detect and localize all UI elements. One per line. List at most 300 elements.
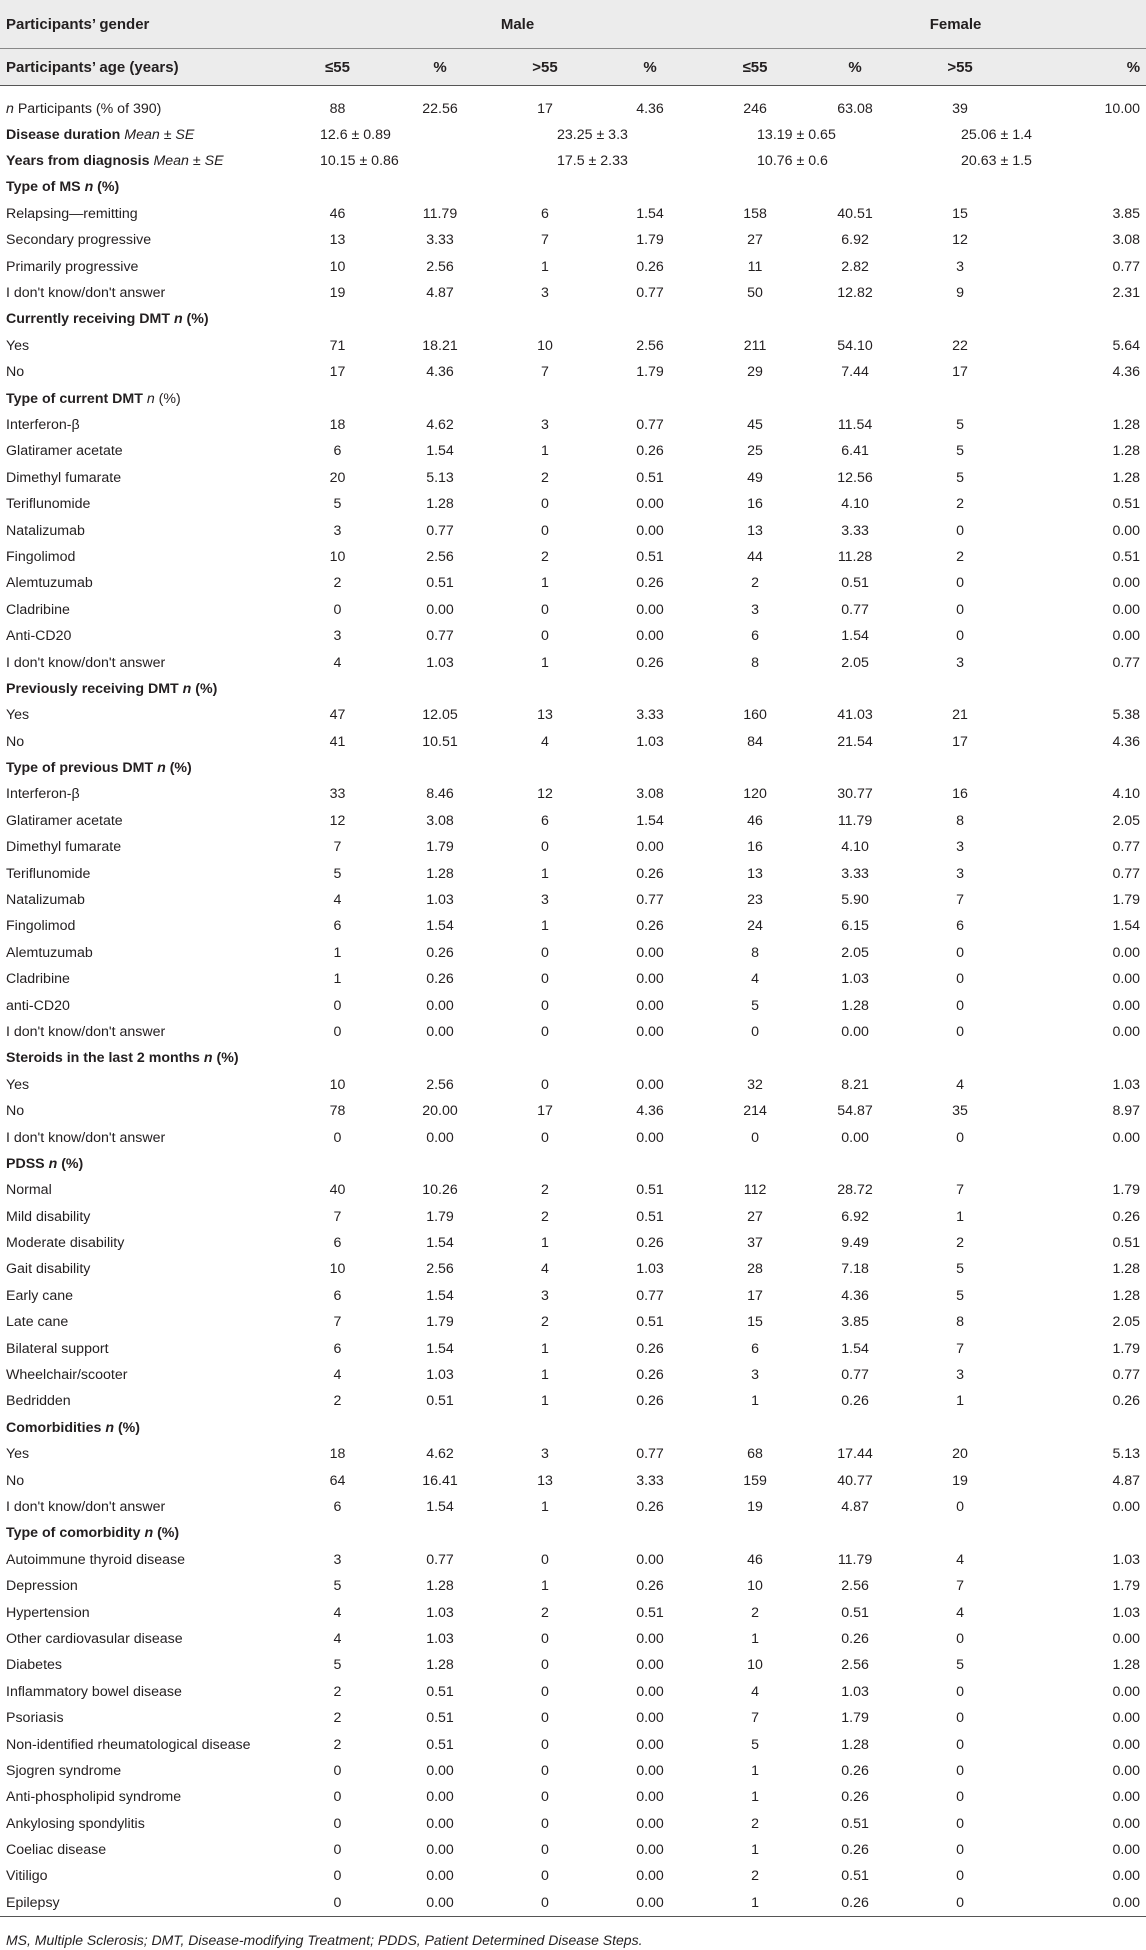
cell: 0 bbox=[956, 601, 964, 618]
cell: 2 bbox=[541, 1182, 549, 1199]
cell: 2.82 bbox=[841, 258, 869, 275]
cell: 44 bbox=[747, 548, 763, 565]
cell: 1 bbox=[541, 258, 549, 275]
section-label bbox=[0, 1415, 290, 1441]
cell: 1.54 bbox=[636, 812, 664, 829]
empty-cell bbox=[705, 1520, 805, 1546]
table-row bbox=[0, 570, 1146, 596]
empty-cell bbox=[905, 1415, 1015, 1441]
cell: 46 bbox=[747, 1551, 763, 1568]
cell: 11.79 bbox=[837, 1551, 873, 1568]
cell: 3 bbox=[956, 258, 964, 275]
cell: 22.56 bbox=[422, 100, 458, 117]
table-row bbox=[0, 280, 1146, 306]
cell: 5 bbox=[751, 997, 759, 1014]
empty-cell bbox=[905, 755, 1015, 781]
cell: 246 bbox=[743, 100, 767, 117]
cell: 40.51 bbox=[837, 205, 873, 222]
cell: 10 bbox=[329, 1261, 346, 1278]
cell: 0.00 bbox=[636, 628, 664, 645]
section-label-text: Currently receiving DMT bbox=[6, 311, 174, 328]
row-label: Anti-phospholipid syndrome bbox=[6, 1789, 182, 1806]
row-label: Moderate disability bbox=[6, 1235, 125, 1252]
cell: 4 bbox=[333, 1367, 342, 1384]
cell: 6.92 bbox=[841, 232, 869, 249]
section-label-italic: n bbox=[84, 179, 94, 196]
cell: 0.00 bbox=[636, 1762, 664, 1779]
cell: 1.03 bbox=[426, 654, 454, 671]
table-row bbox=[0, 1599, 1146, 1625]
table-row bbox=[0, 1362, 1146, 1388]
cell: 4 bbox=[333, 892, 342, 909]
cell: 1.79 bbox=[426, 1314, 454, 1331]
cell: 10.15 ± 0.86 bbox=[320, 153, 399, 170]
cell: 17 bbox=[747, 1287, 763, 1304]
row-label: Non-identified rheumatological disease bbox=[6, 1736, 251, 1753]
cell: 1 bbox=[751, 1630, 759, 1647]
table-row-disease-duration bbox=[0, 122, 1146, 148]
empty-cell bbox=[1015, 676, 1146, 702]
cell: 2 bbox=[956, 496, 964, 513]
cell: 68 bbox=[747, 1446, 763, 1463]
cell: 18.21 bbox=[422, 337, 458, 354]
cell: 0.26 bbox=[426, 944, 454, 961]
table-row bbox=[0, 1098, 1146, 1124]
cell: 0.00 bbox=[426, 601, 454, 618]
cell: 4.10 bbox=[1112, 786, 1141, 803]
cell: 2 bbox=[956, 1235, 964, 1252]
table-row bbox=[0, 1705, 1146, 1731]
cell: 0 bbox=[333, 1129, 342, 1146]
cell: 0.00 bbox=[1015, 1890, 1146, 1916]
table-row bbox=[0, 1837, 1146, 1863]
cell: 6 bbox=[751, 1340, 759, 1357]
cell: 0.00 bbox=[636, 1657, 664, 1674]
cell: 0.00 bbox=[636, 1815, 664, 1832]
cell: 0 bbox=[956, 1630, 964, 1647]
cell: 2 bbox=[541, 1208, 549, 1225]
section-header-row bbox=[0, 676, 1146, 702]
cell: 84 bbox=[747, 733, 763, 750]
cell: 5 bbox=[956, 443, 964, 460]
cell: 46 bbox=[329, 205, 346, 222]
cell: 4.36 bbox=[426, 364, 454, 381]
cell: 0.00 bbox=[636, 1076, 664, 1093]
row-label bbox=[0, 148, 290, 174]
cell: 78 bbox=[329, 1103, 346, 1120]
cell: 33 bbox=[329, 786, 346, 803]
cell: 0 bbox=[290, 1890, 385, 1916]
cell: 0 bbox=[956, 1499, 964, 1515]
cell: 0.26 bbox=[841, 1842, 869, 1859]
table-row bbox=[0, 253, 1146, 279]
cell: 0 bbox=[541, 997, 549, 1014]
cell: 0.26 bbox=[841, 1789, 869, 1806]
cell: 8.97 bbox=[1112, 1103, 1141, 1120]
cell: 3.08 bbox=[426, 812, 454, 829]
cell: 4 bbox=[333, 1604, 342, 1621]
empty-cell bbox=[290, 174, 385, 200]
table-row bbox=[0, 597, 1146, 623]
empty-cell bbox=[595, 385, 705, 411]
cell: 7 bbox=[956, 1578, 964, 1595]
cell: 12.6 ± 0.89 bbox=[320, 126, 391, 143]
row-label: I don't know/don't answer bbox=[6, 654, 166, 671]
cell: 35 bbox=[952, 1103, 968, 1120]
cell: 29 bbox=[747, 364, 763, 381]
section-label bbox=[0, 755, 290, 781]
cell: 17.5 ± 2.33 bbox=[557, 153, 628, 170]
age-col-header: >55 bbox=[905, 49, 1015, 86]
cell: 19 bbox=[952, 1472, 968, 1489]
cell: 0.51 bbox=[1112, 496, 1141, 513]
cell: 5 bbox=[333, 1578, 342, 1595]
section-label-suffix: (%) bbox=[191, 680, 218, 697]
cell: 0.00 bbox=[636, 1551, 664, 1568]
section-label bbox=[0, 174, 290, 200]
table-row bbox=[0, 333, 1146, 359]
cell: 0 bbox=[333, 1815, 342, 1832]
empty-cell bbox=[595, 306, 705, 332]
row-label: Autoimmune thyroid disease bbox=[6, 1551, 186, 1568]
row-label: Ankylosing spondylitis bbox=[6, 1815, 145, 1832]
cell: 1.54 bbox=[1112, 918, 1141, 935]
cell: 2.05 bbox=[1112, 1314, 1141, 1331]
section-label-text: PDSS bbox=[6, 1155, 49, 1172]
cell: 2.56 bbox=[426, 1261, 454, 1278]
cell: 2.05 bbox=[841, 654, 869, 671]
cell: 11.28 bbox=[837, 548, 873, 565]
cell: 10 bbox=[329, 548, 346, 565]
label-bold: Years from diagnosis bbox=[6, 153, 150, 170]
cell: 1.03 bbox=[1112, 1076, 1141, 1093]
row-label: Alemtuzumab bbox=[6, 575, 93, 592]
cell: 17.44 bbox=[837, 1446, 873, 1463]
cell: 40.77 bbox=[837, 1472, 873, 1489]
cell: 0 bbox=[956, 1710, 964, 1727]
cell: 0.00 bbox=[636, 601, 664, 618]
table-row bbox=[0, 1863, 1146, 1889]
cell: 5 bbox=[956, 1261, 964, 1278]
cell: 0 bbox=[541, 628, 549, 645]
table-row bbox=[0, 887, 1146, 913]
row-label: Yes bbox=[6, 337, 30, 354]
cell: 6 bbox=[333, 1235, 342, 1252]
table-row bbox=[0, 1494, 1146, 1520]
cell: 3.08 bbox=[1112, 232, 1141, 249]
cell: 0.00 bbox=[636, 839, 664, 856]
cell: 1 bbox=[705, 1890, 805, 1916]
table-row bbox=[0, 1388, 1146, 1414]
empty-cell bbox=[595, 1045, 705, 1071]
row-label: Natalizumab bbox=[6, 522, 85, 539]
cell: 0 bbox=[541, 1762, 549, 1779]
cell: 7 bbox=[333, 1314, 342, 1331]
table-row bbox=[0, 1652, 1146, 1678]
section-label-suffix: (%) bbox=[165, 760, 192, 777]
row-label: Yes bbox=[6, 707, 30, 724]
cell: 0.77 bbox=[636, 1446, 664, 1463]
cell: 0.51 bbox=[1112, 1235, 1141, 1252]
cell: 1 bbox=[541, 1235, 549, 1252]
cell: 1.28 bbox=[1112, 416, 1141, 433]
cell: 8 bbox=[956, 812, 964, 829]
cell: 0.00 bbox=[1112, 944, 1141, 961]
cell: 5.64 bbox=[1112, 337, 1141, 354]
cell: 7.18 bbox=[841, 1261, 869, 1278]
empty-cell bbox=[805, 676, 905, 702]
cell: 0.26 bbox=[841, 1393, 869, 1410]
table-row bbox=[0, 1890, 1146, 1916]
cell: 7 bbox=[333, 1208, 342, 1225]
cell: 3 bbox=[541, 416, 549, 433]
cell: 0 bbox=[541, 1630, 549, 1647]
cell: 0 bbox=[541, 1657, 549, 1674]
section-label-text: Type of previous DMT bbox=[6, 760, 158, 777]
cell: 1 bbox=[541, 865, 549, 882]
table-row bbox=[0, 201, 1146, 227]
empty-cell bbox=[385, 174, 495, 200]
gender-header: Participants’ gender bbox=[0, 0, 290, 49]
cell: 0.26 bbox=[636, 1235, 664, 1252]
table-row bbox=[0, 1547, 1146, 1573]
empty-cell bbox=[595, 174, 705, 200]
cell: 0 bbox=[956, 1815, 964, 1832]
cell: 0.26 bbox=[636, 1367, 664, 1384]
row-label bbox=[0, 86, 290, 122]
row-label: Normal bbox=[6, 1182, 52, 1199]
cell: 6 bbox=[333, 443, 342, 460]
cell: 25 bbox=[747, 443, 763, 460]
cell: 25.06 ± 1.4 bbox=[961, 126, 1032, 143]
cell: 1 bbox=[541, 1499, 549, 1515]
empty-cell bbox=[1015, 385, 1146, 411]
age-col-header: % bbox=[805, 49, 905, 86]
empty-cell bbox=[705, 755, 805, 781]
cell: 11 bbox=[747, 258, 763, 275]
cell: 1.28 bbox=[841, 997, 869, 1014]
cell: 4.36 bbox=[1112, 733, 1141, 750]
cell: 0.77 bbox=[1112, 258, 1141, 275]
table-row bbox=[0, 1283, 1146, 1309]
cell: 158 bbox=[743, 205, 767, 222]
cell: 17 bbox=[952, 733, 968, 750]
cell: 1 bbox=[333, 944, 342, 961]
cell: 0 bbox=[541, 496, 549, 513]
cell: 3 bbox=[541, 1446, 549, 1463]
cell: 0.00 bbox=[1112, 1868, 1141, 1885]
cell: 71 bbox=[329, 337, 346, 354]
cell: 50 bbox=[747, 285, 763, 302]
table-row bbox=[0, 808, 1146, 834]
section-header-row bbox=[0, 1151, 1146, 1177]
section-header-row bbox=[0, 1045, 1146, 1071]
cell: 2.56 bbox=[841, 1578, 869, 1595]
cell: 10 bbox=[329, 1076, 346, 1093]
table-row bbox=[0, 702, 1146, 728]
female-header: Female bbox=[705, 0, 1146, 49]
cell: 2.05 bbox=[841, 944, 869, 961]
row-label: Interferon-β bbox=[6, 416, 80, 433]
empty-cell bbox=[385, 676, 495, 702]
empty-cell bbox=[385, 755, 495, 781]
section-label-text: Steroids in the last 2 months bbox=[6, 1050, 204, 1067]
cell: 28.72 bbox=[837, 1182, 873, 1199]
empty-cell bbox=[495, 676, 595, 702]
cell: 23 bbox=[747, 892, 763, 909]
cell: 0.51 bbox=[841, 1868, 869, 1885]
cell: 4.36 bbox=[1112, 364, 1141, 381]
cell: 1.79 bbox=[426, 839, 454, 856]
cell: 0 bbox=[956, 1842, 964, 1859]
cell: 0.00 bbox=[636, 522, 664, 539]
empty-cell bbox=[805, 1045, 905, 1071]
table-row bbox=[0, 359, 1146, 385]
cell: 6 bbox=[333, 1499, 342, 1515]
cell: 0 bbox=[333, 1762, 342, 1779]
cell: 5 bbox=[956, 416, 964, 433]
table-row bbox=[0, 649, 1146, 675]
cell: 0.26 bbox=[841, 1762, 869, 1779]
cell: 16.41 bbox=[422, 1472, 458, 1489]
cell: 0.00 bbox=[1112, 1736, 1141, 1753]
cell: 0.00 bbox=[841, 1129, 869, 1146]
cell: 0.00 bbox=[636, 1683, 664, 1700]
cell: 0.26 bbox=[805, 1890, 905, 1916]
cell: 2.31 bbox=[1112, 285, 1141, 302]
empty-cell bbox=[290, 306, 385, 332]
cell: 0.00 bbox=[426, 997, 454, 1014]
empty-cell bbox=[805, 755, 905, 781]
cell: 7 bbox=[333, 839, 342, 856]
cell: 6 bbox=[333, 1287, 342, 1304]
section-label-text: Type of MS bbox=[6, 179, 85, 196]
cell: 1.79 bbox=[1112, 892, 1141, 909]
empty-cell bbox=[705, 676, 805, 702]
cell: 0.00 bbox=[426, 1815, 454, 1832]
row-label: Epilepsy bbox=[0, 1890, 290, 1916]
cell: 88 bbox=[329, 100, 346, 117]
cell: 54.10 bbox=[837, 337, 873, 354]
empty-cell bbox=[495, 385, 595, 411]
cell: 4.87 bbox=[1112, 1472, 1141, 1489]
cell: 4 bbox=[541, 1261, 549, 1278]
section-label bbox=[0, 306, 290, 332]
section-header-row bbox=[0, 755, 1146, 781]
cell: 2 bbox=[333, 1736, 342, 1753]
cell: 1.79 bbox=[426, 1208, 454, 1225]
table-row bbox=[0, 1124, 1146, 1150]
section-label-italic: n bbox=[146, 390, 155, 407]
cell: 0.51 bbox=[841, 575, 869, 592]
cell: 0.26 bbox=[636, 1578, 664, 1595]
table-row bbox=[0, 1573, 1146, 1599]
table-row bbox=[0, 1072, 1146, 1098]
section-label-suffix: (%) bbox=[154, 390, 181, 407]
cell: 1.54 bbox=[426, 918, 454, 935]
cell: 16 bbox=[952, 786, 968, 803]
row-label: Cladribine bbox=[6, 971, 70, 988]
cell: 0.51 bbox=[636, 1182, 664, 1199]
cell: 6.41 bbox=[841, 443, 869, 460]
cell: 0.00 bbox=[1112, 1129, 1141, 1146]
cell: 7 bbox=[956, 1340, 964, 1357]
cell: 12.05 bbox=[422, 707, 458, 724]
cell: 13 bbox=[329, 232, 346, 249]
cell: 10.00 bbox=[1104, 100, 1141, 117]
cell: 4.87 bbox=[841, 1499, 869, 1515]
empty-cell bbox=[385, 1415, 495, 1441]
empty-cell bbox=[705, 1151, 805, 1177]
cell: 0.51 bbox=[841, 1815, 869, 1832]
cell: 0.00 bbox=[636, 1630, 664, 1647]
cell: 0 bbox=[541, 839, 549, 856]
empty-cell bbox=[905, 174, 1015, 200]
table-row bbox=[0, 1177, 1146, 1203]
cell: 1.28 bbox=[426, 865, 454, 882]
section-label bbox=[0, 385, 290, 411]
cell: 12.82 bbox=[837, 285, 873, 302]
cell: 9.49 bbox=[841, 1235, 869, 1252]
cell: 40 bbox=[329, 1182, 346, 1199]
table-row bbox=[0, 438, 1146, 464]
cell: 3 bbox=[956, 654, 964, 671]
cell: 3 bbox=[541, 285, 549, 302]
table-row bbox=[0, 623, 1146, 649]
section-label-text: Comorbidities bbox=[6, 1419, 106, 1436]
empty-cell bbox=[1015, 174, 1146, 200]
cell: 4 bbox=[751, 1683, 759, 1700]
cell: 1.79 bbox=[1112, 1340, 1141, 1357]
cell: 1.79 bbox=[1112, 1578, 1141, 1595]
cell: 0 bbox=[956, 628, 964, 645]
row-label: Sjogren syndrome bbox=[6, 1762, 122, 1779]
cell: 0.51 bbox=[426, 575, 454, 592]
cell: 0.00 bbox=[1112, 1710, 1141, 1727]
empty-cell bbox=[385, 385, 495, 411]
cell: 0 bbox=[333, 1789, 342, 1806]
table-body bbox=[0, 86, 1146, 1917]
cell: 0.51 bbox=[636, 548, 664, 565]
cell: 5.13 bbox=[1112, 1446, 1141, 1463]
row-label: Inflammatory bowel disease bbox=[6, 1683, 182, 1700]
cell: 0.00 bbox=[636, 997, 664, 1014]
table-row bbox=[0, 940, 1146, 966]
header-row-age bbox=[0, 49, 1146, 86]
cell: 2 bbox=[751, 1604, 759, 1621]
row-label: Dimethyl fumarate bbox=[6, 839, 122, 856]
table-footnote: MS, Multiple Sclerosis; DMT, Disease-modifying Treatment; PDDS, Patient Determined Disease Steps. bbox=[6, 1932, 643, 1948]
section-label-suffix: (%) bbox=[212, 1050, 239, 1067]
cell: 0.00 bbox=[1112, 1842, 1141, 1859]
label-bold: Disease duration bbox=[6, 126, 121, 143]
cell: 20.00 bbox=[422, 1103, 458, 1120]
cell: 0.26 bbox=[1112, 1208, 1141, 1225]
cell: 1.03 bbox=[426, 1604, 454, 1621]
row-label: Glatiramer acetate bbox=[6, 443, 123, 460]
section-label-italic: n bbox=[48, 1155, 58, 1172]
cell: 41.03 bbox=[837, 707, 873, 724]
table-row bbox=[0, 1204, 1146, 1230]
cell: 0.77 bbox=[426, 522, 454, 539]
cell: 17 bbox=[952, 364, 968, 381]
cell: 3 bbox=[956, 1367, 964, 1384]
cell: 7.44 bbox=[841, 364, 869, 381]
empty-cell bbox=[595, 1151, 705, 1177]
cell: 0 bbox=[333, 1842, 342, 1859]
cell: 0 bbox=[541, 1789, 549, 1806]
cell: 0.51 bbox=[1112, 548, 1141, 565]
